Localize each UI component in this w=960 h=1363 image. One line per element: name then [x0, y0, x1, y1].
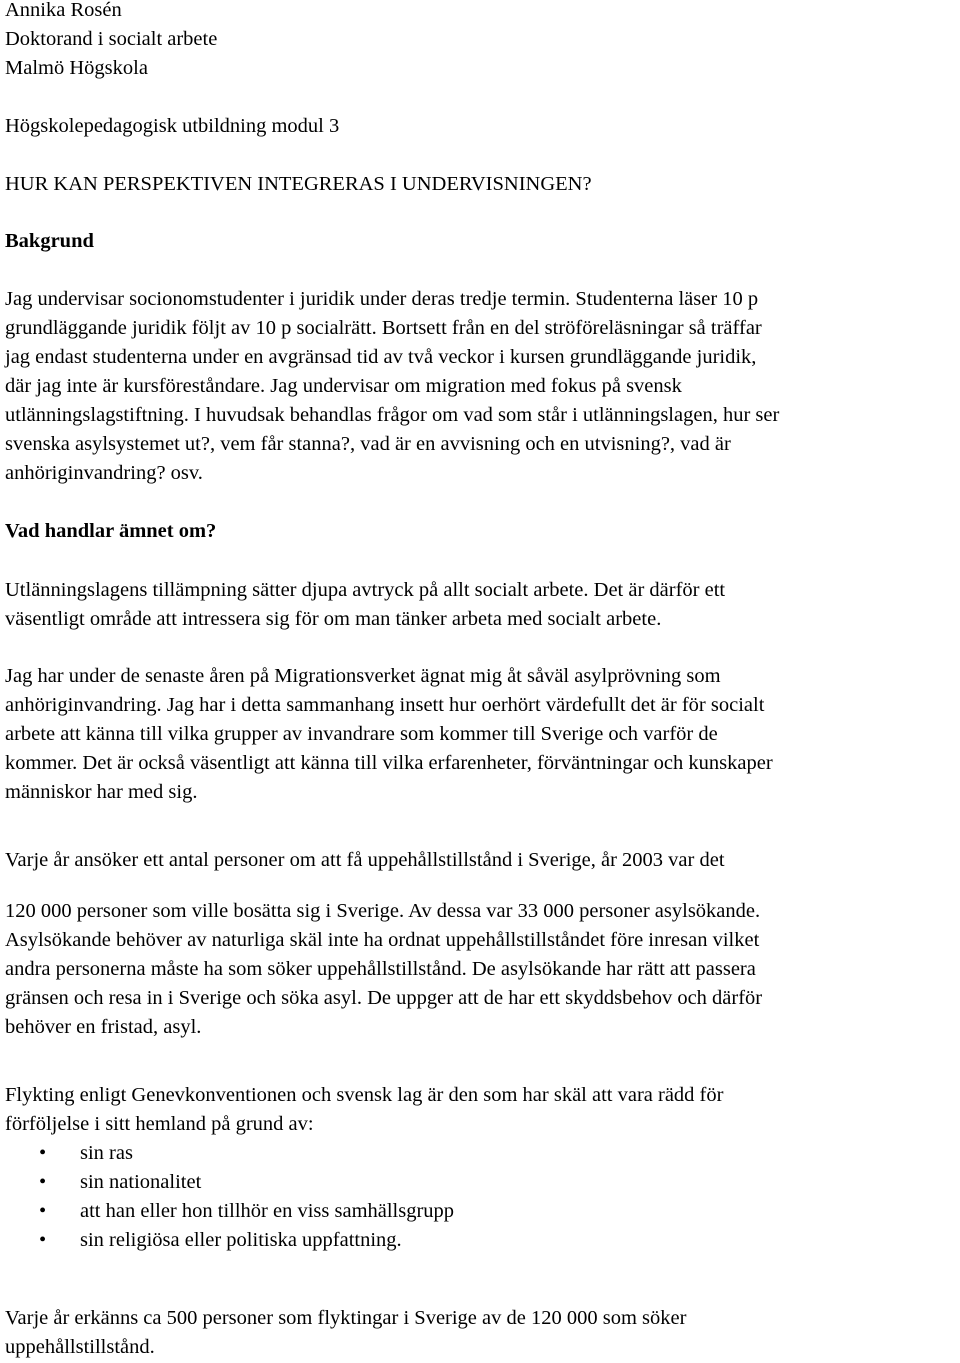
paragraph-line: 120 000 personer som ville bosätta sig i Sverige. Av dessa var 33 000 personer asylsökande.	[5, 900, 761, 922]
list-item-text: sin nationalitet	[80, 1171, 202, 1193]
paragraph-line: svenska asylsystemet ut?, vem får stanna?, vad är en avvisning och en utvisning?, vad är	[5, 433, 731, 455]
course-name: Högskolepedagogisk utbildning modul 3	[5, 115, 340, 137]
section-heading-amnet: Vad handlar ämnet om?	[5, 520, 217, 542]
paragraph-line: uppehållstillstånd.	[5, 1336, 155, 1358]
paragraph-line: Jag har under de senaste åren på Migrationsverket ägnat mig åt såväl asylprövning som	[5, 665, 721, 687]
paragraph-line: människor har med sig.	[5, 781, 198, 803]
paragraph-line: Flykting enligt Genevkonventionen och svensk lag är den som har skäl att vara rädd för	[5, 1084, 724, 1106]
paragraph-line: behöver en fristad, asyl.	[5, 1016, 202, 1038]
paragraph-line: förföljelse i sitt hemland på grund av:	[5, 1113, 314, 1135]
paragraph-line: väsentligt område att intressera sig för om man tänker arbeta med socialt arbete.	[5, 608, 662, 630]
paragraph-line: där jag inte är kursföreståndare. Jag undervisar om migration med fokus på svensk	[5, 375, 682, 397]
list-item-text: sin ras	[80, 1142, 133, 1164]
bullet-marker: •	[39, 1171, 47, 1193]
paragraph-line: arbete att känna till vilka grupper av invandrare som kommer till Sverige och varför de	[5, 723, 718, 745]
paragraph-line: utlänningslagstiftning. I huvudsak behandlas frågor om vad som står i utlänningslagen, hur ser	[5, 404, 780, 426]
bullet-marker: •	[39, 1142, 47, 1164]
paragraph-line: Varje år erkänns ca 500 personer som flyktingar i Sverige av de 120 000 som söker	[5, 1307, 687, 1329]
author-role: Doktorand i socialt arbete	[5, 28, 218, 50]
paragraph-line: gränsen och resa in i Sverige och söka asyl. De uppger att de har ett skyddsbehov och därför	[5, 987, 763, 1009]
paragraph-line: anhöriginvandring? osv.	[5, 462, 203, 484]
paragraph-line: jag endast studenterna under en avgränsad tid av två veckor i kursen grundläggande juridik,	[5, 346, 757, 368]
paragraph-line: anhöriginvandring. Jag har i detta sammanhang insett hur oerhört värdefullt det är för socialt	[5, 694, 765, 716]
paragraph-line: Varje år ansöker ett antal personer om att få uppehållstillstånd i Sverige, år 2003 var det	[5, 849, 725, 871]
bullet-marker: •	[39, 1200, 47, 1222]
paragraph-line: kommer. Det är också väsentligt att känna till vilka erfarenheter, förväntningar och kunskaper	[5, 752, 773, 774]
paragraph-line: Jag undervisar socionomstudenter i juridik under deras tredje termin. Studenterna läser 10 p	[5, 288, 759, 310]
document-title: HUR KAN PERSPEKTIVEN INTEGRERAS I UNDERVISNINGEN?	[5, 173, 592, 195]
paragraph-line: Asylsökande behöver av naturliga skäl inte ha ordnat uppehållstillståndet före inresan vilket	[5, 929, 760, 951]
bullet-marker: •	[39, 1229, 47, 1251]
author-institution: Malmö Högskola	[5, 57, 148, 79]
author-name: Annika Rosén	[5, 0, 122, 21]
section-heading-bakgrund: Bakgrund	[5, 230, 94, 252]
list-item-text: sin religiösa eller politiska uppfattning.	[80, 1229, 402, 1251]
paragraph-line: grundläggande juridik följt av 10 p socialrätt. Bortsett från en del ströföreläsningar så träffar	[5, 317, 762, 339]
list-item-text: att han eller hon tillhör en viss samhällsgrupp	[80, 1200, 455, 1222]
paragraph-line: andra personerna måste ha som söker uppehållstillstånd. De asylsökande har rätt att passera	[5, 958, 756, 980]
paragraph-line: Utlänningslagens tillämpning sätter djupa avtryck på allt socialt arbete. Det är därför ett	[5, 579, 726, 601]
